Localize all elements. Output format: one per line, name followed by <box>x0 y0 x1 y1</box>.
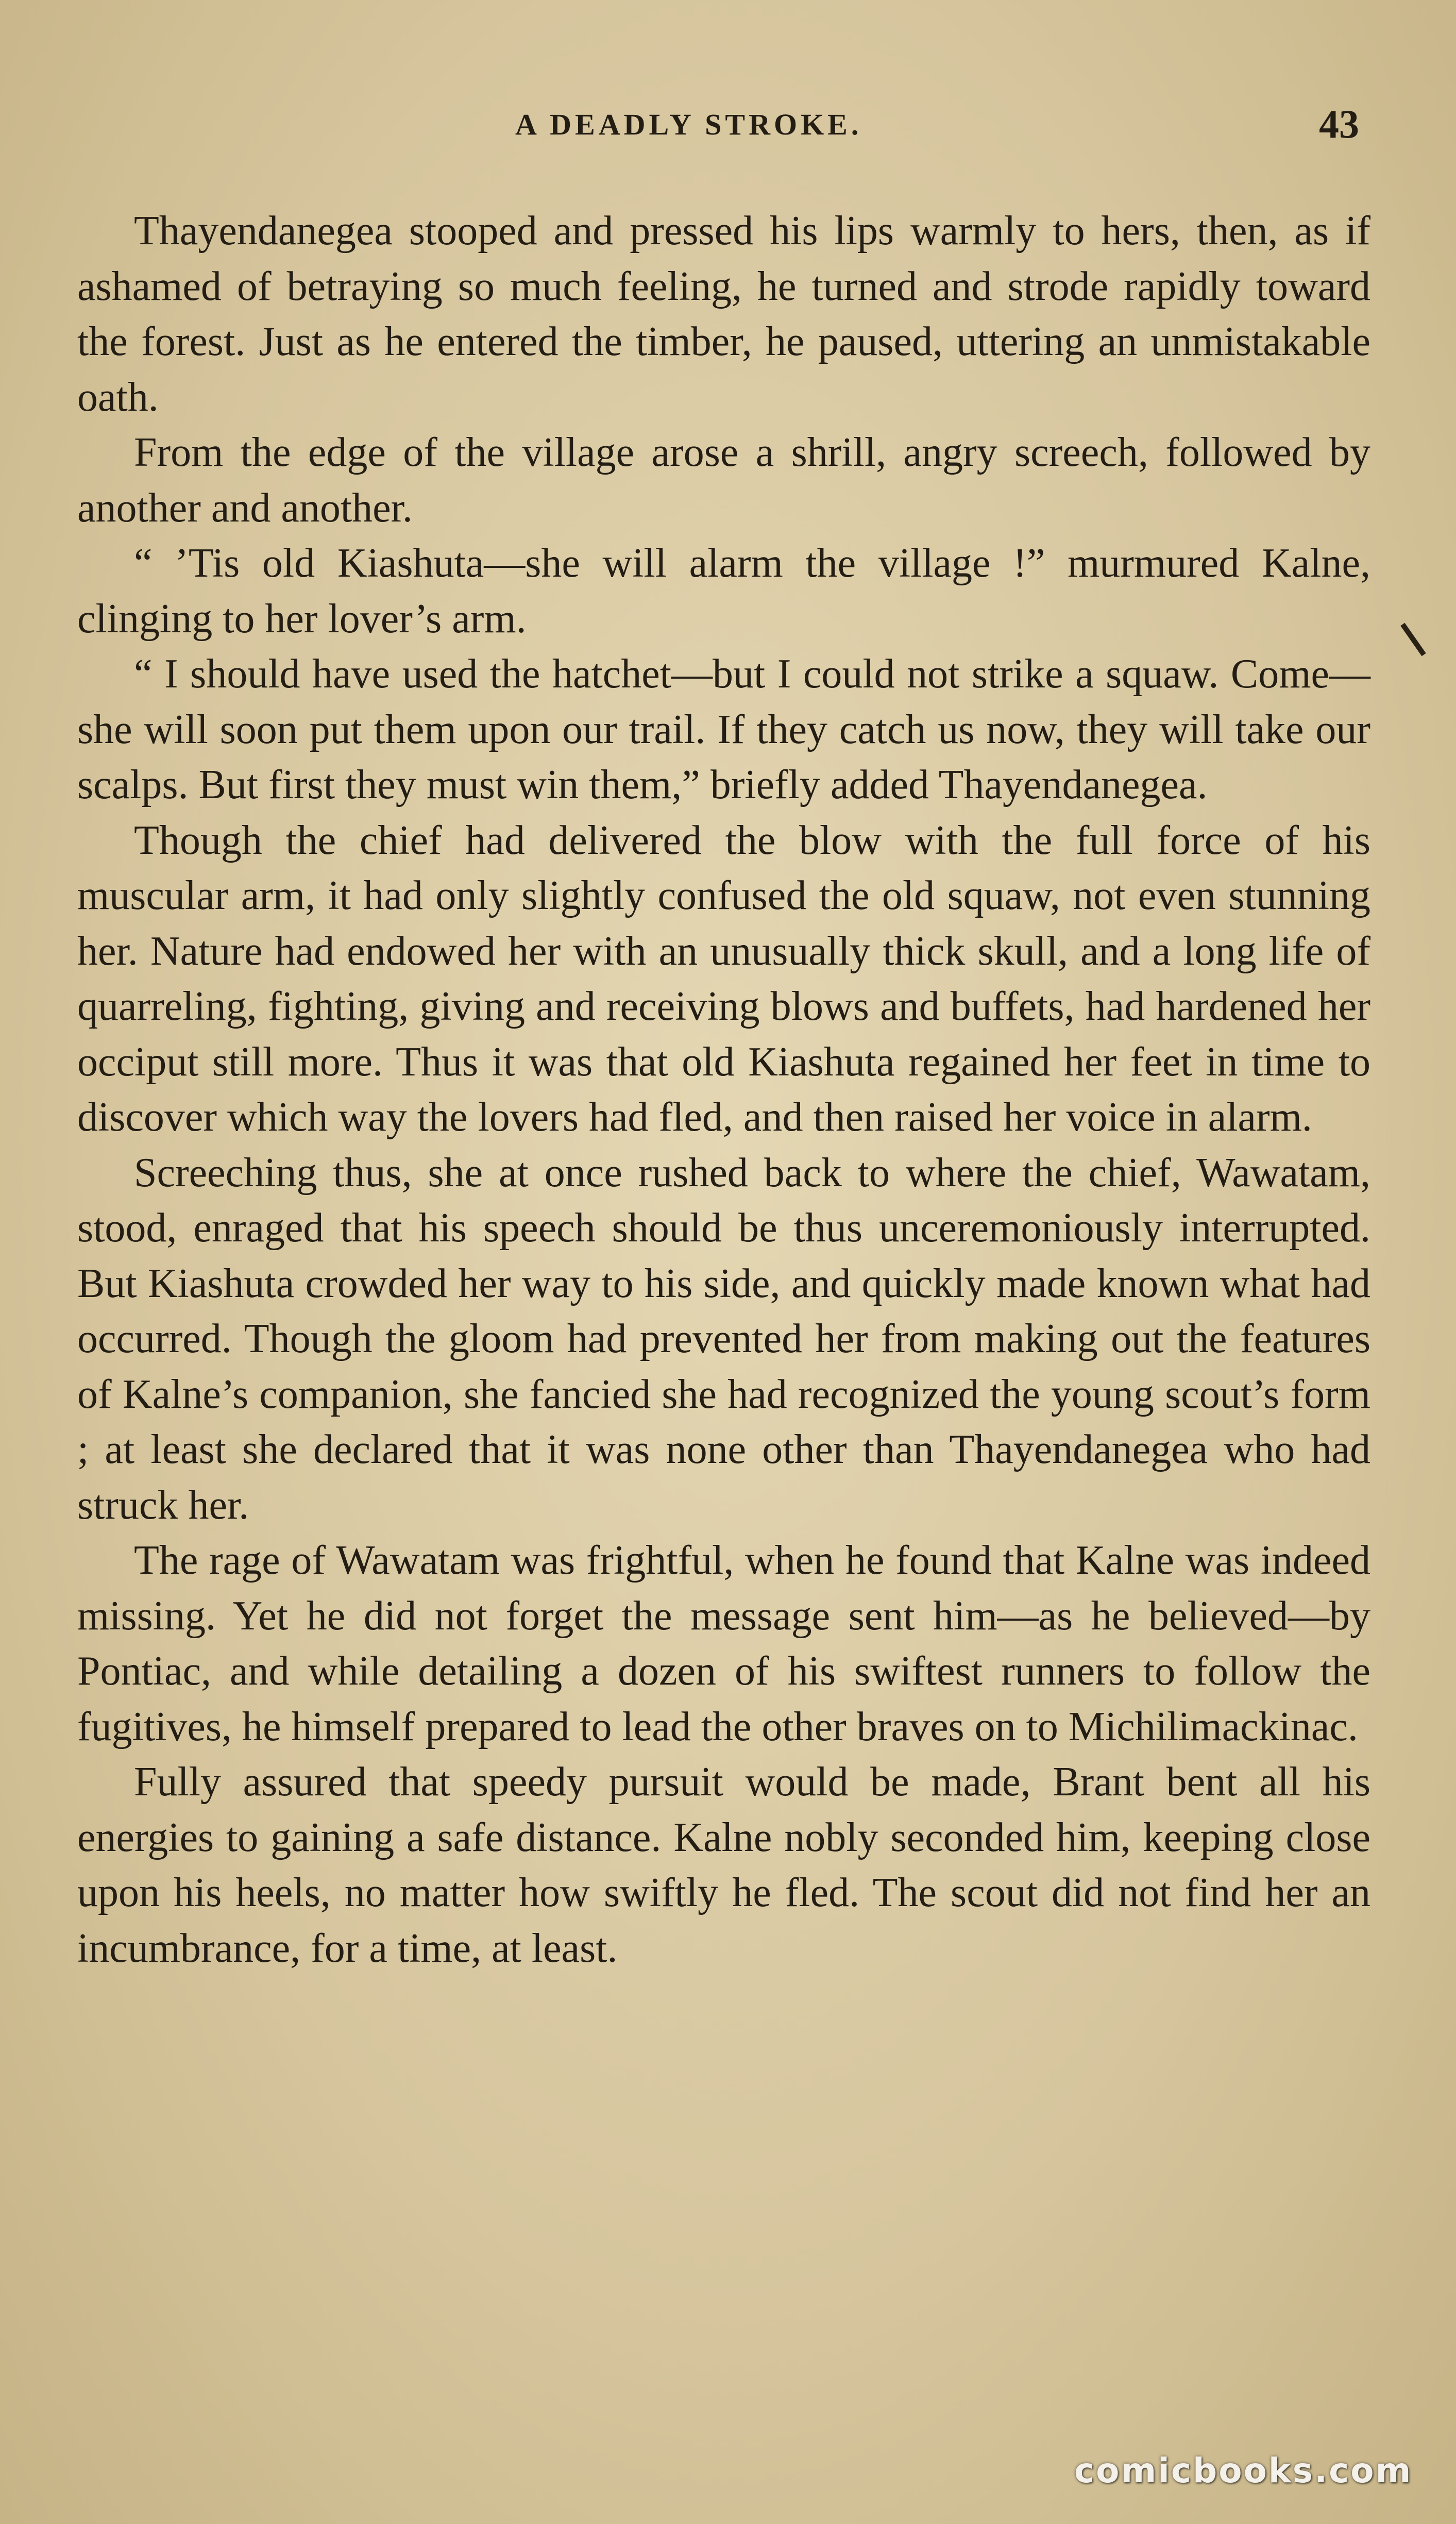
paragraph: Screeching thus, she at once rushed back to where the chief, Wawatam, stood, enraged that his speech should be thus unceremoniously interrupted. But Kiashuta crowded her way to his side, and quickly made known what had occurred. Though the gloom had prevented her from making out the features of Kalne’s companion, she fancied she had recognized the young scout’s form ; at least she declared that it was none other than Thayendanegea who had struck her. <box>77 1150 1370 1528</box>
running-head-title: A DEADLY STROKE. <box>515 108 862 141</box>
paragraph: “ ’Tis old Kiashuta—she will alarm the village !” murmured Kalne, clinging to her lover’s arm. <box>77 541 1370 642</box>
paragraph: The rage of Wawatam was frightful, when he found that Kalne was indeed missing. Yet he did not forget the message sent him—as he believed—by Pontiac, and while detailing a dozen of his swiftest runners to follow the fugitives, he himself prepared to lead the other braves on to Michilimackinac. <box>77 1538 1370 1749</box>
page-number: 43 <box>1319 102 1359 146</box>
paragraph: From the edge of the village arose a shrill, angry screech, followed by another and another. <box>77 430 1370 531</box>
paragraph: “ I should have used the hatchet—but I could not strike a squaw. Come—she will soon put them upon our trail. If they catch us now, they will take our scalps. But first they must win them,” briefly added Thayendanegea. <box>77 651 1370 807</box>
paragraph: Thayendanegea stooped and pressed his lips warmly to hers, then, as if ashamed of betraying so much feeling, he turned and strode rapidly toward the forest. Just as he entered the timber, he paused, uttering an unmistakable oath. <box>77 208 1370 420</box>
body-text <box>77 204 1370 1976</box>
site-watermark: comicbooks.com <box>1074 2451 1413 2491</box>
paragraph: Though the chief had delivered the blow with the full force of his muscular arm, it had only slightly confused the old squaw, not even stunning her. Nature had endowed her with an unusually thick skull, and a long life of quarreling, fighting, giving and receiving blows and buffets, had hardened her occiput still more. Thus it was that old Kiashuta regained her feet in time to discover which way the lovers had fled, and then raised her voice in alarm. <box>77 817 1370 1140</box>
paragraph: Fully assured that speedy pursuit would be made, Brant bent all his energies to gaining a safe distance. Kalne nobly seconded him, keeping close upon his heels, no matter how swiftly he fled. The scout did not find her an incumbrance, for a time, at least. <box>77 1759 1370 1971</box>
ink-mark <box>1400 623 1426 657</box>
